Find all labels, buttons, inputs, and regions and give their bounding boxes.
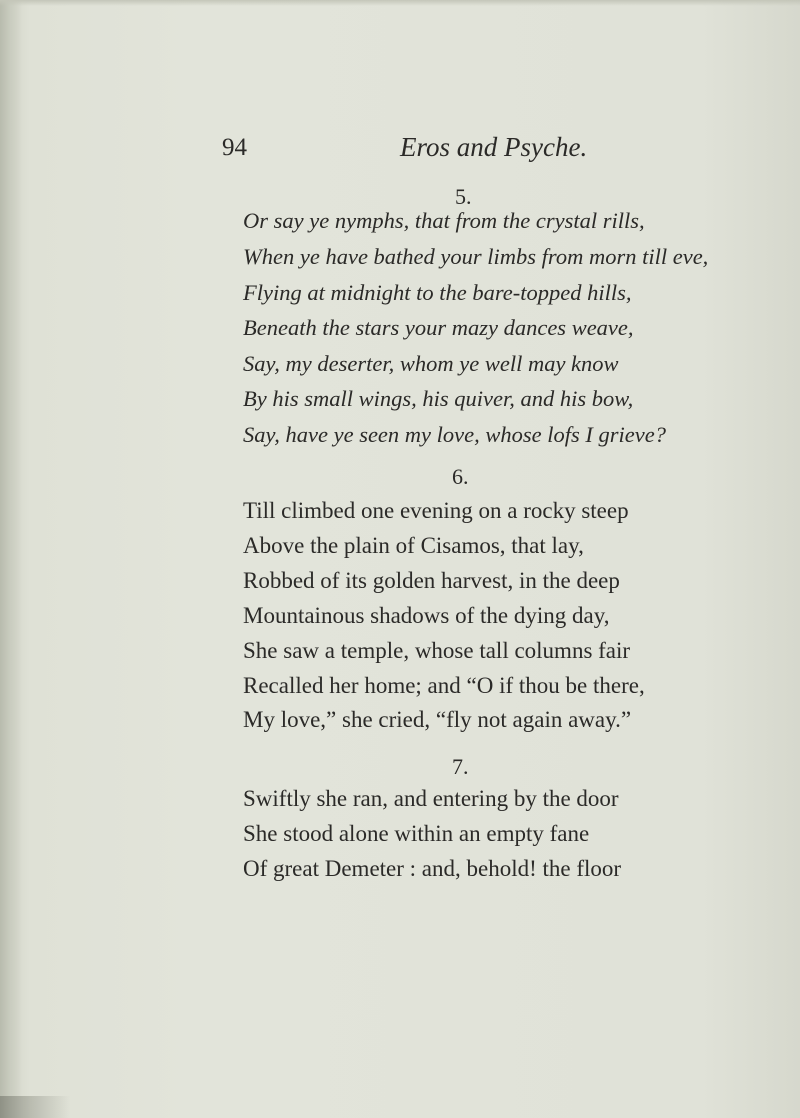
stanza-number: 6. (452, 464, 469, 489)
page-top-edge (0, 0, 800, 6)
page-corner-mark (0, 1096, 70, 1118)
verse-line: Recalled her home; and “O if thou be there, (243, 673, 645, 698)
page-header (222, 128, 682, 168)
verse-line: Say, have ye seen my love, whose lofs I grieve? (243, 422, 666, 447)
page-number: 94 (222, 134, 247, 161)
verse-line: Flying at midnight to the bare-topped hills, (243, 280, 632, 305)
verse-line: Above the plain of Cisamos, that lay, (243, 533, 584, 558)
verse-line: She stood alone within an empty fane (243, 821, 590, 846)
verse-line: She saw a temple, whose tall columns fair (243, 638, 631, 663)
stanza-number: 7. (452, 754, 469, 779)
verse-line: When ye have bathed your limbs from morn till eve, (243, 244, 709, 269)
verse-line: Beneath the stars your mazy dances weave, (243, 315, 634, 340)
verse-line: Or say ye nymphs, that from the crystal rills, (243, 208, 645, 233)
page-binding-edge (0, 0, 22, 1118)
verse-line: Swiftly she ran, and entering by the door (243, 786, 619, 811)
verse-line: Mountainous shadows of the dying day, (243, 603, 610, 628)
running-title: Eros and Psyche. (400, 132, 588, 162)
verse-line: Till climbed one evening on a rocky steep (243, 498, 629, 523)
verse-line: My love,” she cried, “fly not again away.” (243, 707, 632, 732)
verse-line: By his small wings, his quiver, and his bow, (243, 386, 634, 411)
verse-line: Say, my deserter, whom ye well may know (243, 351, 619, 376)
stanza-number: 5. (455, 184, 472, 209)
verse-line: Robbed of its golden harvest, in the deep (243, 568, 620, 593)
verse-line: Of great Demeter : and, behold! the floor (243, 856, 622, 881)
